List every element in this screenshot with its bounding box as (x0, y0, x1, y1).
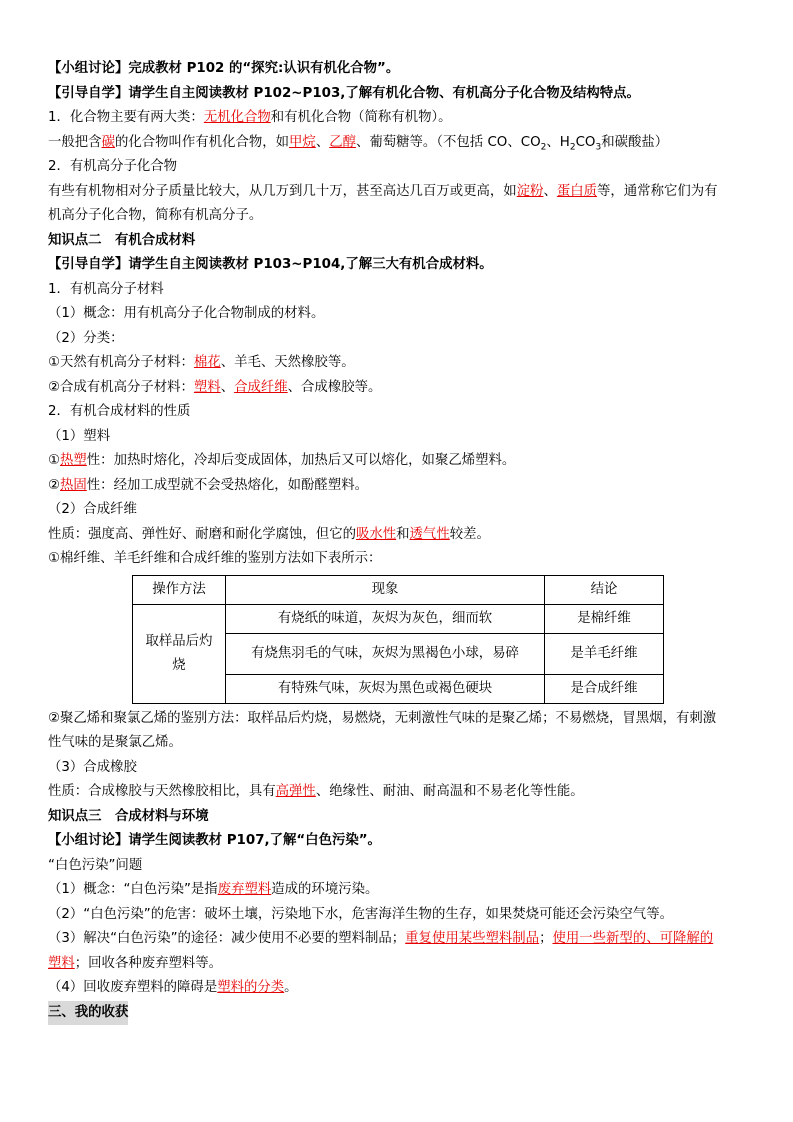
fiber-property-line: 性质：强度高、弹性好、耐磨和耐化学腐蚀，但它的吸水性和透气性较差。 (48, 526, 490, 542)
group-discussion-2 (48, 829, 748, 854)
plastic-heading: （1）塑料 (48, 428, 111, 444)
guided-study-2 (48, 253, 748, 278)
white-pollution-solution-line2: 塑料；回收各种废弃塑料等。 (48, 955, 223, 971)
synthetic-polymer-line: ②合成有机高分子材料：塑料、合成纤维、合成橡胶等。 (48, 379, 382, 395)
natural-polymer-line: ①天然有机高分子材料：棉花、羊毛、天然橡胶等。 (48, 355, 355, 370)
white-pollution-solution-line1: （3）解决“白色污染”的途径：减少使用不必要的塑料制品；重复使用某些塑料制品；使用一些新型的、可降解的 (48, 931, 714, 946)
answer-blank: 塑料 (48, 955, 75, 971)
instruction-text: 请学生自主阅读教材 P102~P103,了解有机化合物、有机高分子化合物及结构特点。 (128, 85, 640, 101)
concept-line: （1）概念：用有机高分子化合物制成的材料。 (48, 306, 325, 321)
polymer-desc-line2: 机高分子化合物，简称有机高分子。 (48, 208, 263, 223)
white-pollution-concept: （1）概念：“白色污染”是指废弃塑料造成的环境污染。 (48, 882, 379, 897)
guided-study-1 (48, 82, 748, 107)
answer-blank: 塑料的分类 (217, 980, 285, 995)
answer-blank: 透气性 (409, 526, 450, 542)
bracket-label: 【引导自学】 (48, 257, 129, 272)
table-header-row (133, 575, 664, 604)
answer-blank: 重复使用某些塑料制品 (405, 931, 540, 946)
conclusion-cell: 是棉纤维 (545, 604, 664, 633)
answer-blank: 高弹性 (275, 784, 316, 799)
answer-blank: 吸水性 (355, 526, 397, 542)
method-cell: 取样品后灼烧 (133, 604, 226, 703)
identification-intro: ①棉纤维、羊毛纤维和合成纤维的鉴别方法如下表所示： (48, 551, 382, 566)
instruction-text: 请学生自主阅读教材 P103~P104,了解三大有机合成材料。 (128, 257, 493, 272)
section-heading: 2．有机高分子化合物 (48, 159, 178, 174)
white-pollution-heading: “白色污染”问题 (48, 857, 143, 873)
white-pollution-harm: （2）“白色污染”的危害：破坏土壤，污染地下水，危害海洋生物的生存，如果焚烧可能还会污染空气等。 (48, 906, 673, 922)
recycling-obstacle-line: （4）回收废弃塑料的障碍是塑料的分类。 (48, 980, 298, 995)
compound-types: 1．化合物主要有两大类：无机化合物和有机化合物（简称有机物）。 (48, 110, 452, 125)
classification-line: （2）分类： (48, 330, 124, 346)
answer-blank: 使用一些新型的、可降解的 (552, 931, 714, 946)
phenomenon-cell: 有烧纸的味道，灰烬为灰色，细而软 (226, 604, 545, 633)
answer-blank: 淀粉 (516, 183, 544, 199)
answer-blank: 合成纤维 (234, 379, 288, 395)
thermoplastic-line: ①热塑性：加热时熔化，冷却后变成固体，加热后又可以熔化，如聚乙烯塑料。 (48, 453, 516, 468)
table-header: 结论 (545, 575, 664, 604)
answer-blank: 甲烷 (289, 134, 316, 150)
table-header: 操作方法 (133, 575, 226, 604)
section-heading: 1．有机高分子材料 (48, 281, 164, 297)
answer-blank: 乙醇 (329, 134, 356, 150)
rubber-property-line: 性质：合成橡胶与天然橡胶相比，具有高弹性、绝缘性、耐油、耐高温和不易老化等性能。 (48, 784, 584, 799)
shaded-heading: 三、我的收获 (48, 1001, 128, 1026)
rubber-heading: （3）合成橡胶 (48, 759, 137, 775)
instruction-text: 请学生阅读教材 P107,了解“白色污染”。 (128, 833, 381, 848)
thermoset-line: ②热固性：经加工成型就不会受热熔化，如酚醛塑料。 (48, 477, 368, 493)
pe-pvc-line2: 性气味的是聚氯乙烯。 (48, 735, 182, 750)
table-header: 现象 (226, 575, 545, 604)
document-page (48, 57, 748, 1025)
conclusion-cell: 是羊毛纤维 (545, 633, 664, 674)
bracket-label: 【引导自学】 (48, 85, 129, 101)
organic-definition: 一般把含碳的化合物叫作有机化合物，如甲烷、乙醇、葡萄糖等。（不包括 CO、$CO_2$、$H_2CO_3$和碳酸盐） (48, 134, 669, 153)
answer-blank: 棉花 (193, 355, 221, 370)
answer-blank: 热固 (60, 477, 87, 493)
answer-blank: 废弃塑料 (217, 882, 272, 897)
fiber-heading: （2）合成纤维 (48, 502, 137, 517)
group-discussion-1 (48, 57, 748, 82)
answer-blank: 蛋白质 (556, 183, 598, 199)
fiber-identification-table (132, 575, 664, 704)
answer-blank: 塑料 (193, 379, 221, 395)
knowledge-point-2-heading: 知识点二 有机合成材料 (48, 232, 196, 248)
section-heading: 2．有机合成材料的性质 (48, 404, 191, 419)
table-row (133, 604, 664, 633)
pe-pvc-line1: ②聚乙烯和聚氯乙烯的鉴别方法：取样品后灼烧，易燃烧，无刺激性气味的是聚乙烯；不易燃烧，冒黑烟，有刺激 (48, 710, 717, 726)
bracket-label: 【小组讨论】 (48, 833, 129, 848)
instruction-text: 完成教材 P102 的“探究:认识有机化合物”。 (128, 61, 400, 76)
answer-blank: 无机化合物 (203, 110, 271, 125)
conclusion-cell: 是合成纤维 (545, 674, 664, 703)
bracket-label: 【小组讨论】 (48, 61, 129, 76)
answer-blank: 碳 (101, 134, 115, 150)
answer-blank: 热塑 (60, 453, 87, 468)
phenomenon-cell: 有特殊气味，灰烬为黑色或褐色硬块 (226, 674, 545, 703)
my-gains-heading (48, 1001, 748, 1026)
knowledge-point-3-heading: 知识点三 合成材料与环境 (48, 808, 209, 824)
polymer-desc-line1: 有些有机物相对分子质量比较大，从几万到几十万，甚至高达几百万或更高，如淀粉、蛋白质等，通常称它们为有 (48, 183, 718, 199)
phenomenon-cell: 有烧焦羽毛的气味，灰烬为黑褐色小球，易碎 (226, 633, 545, 674)
